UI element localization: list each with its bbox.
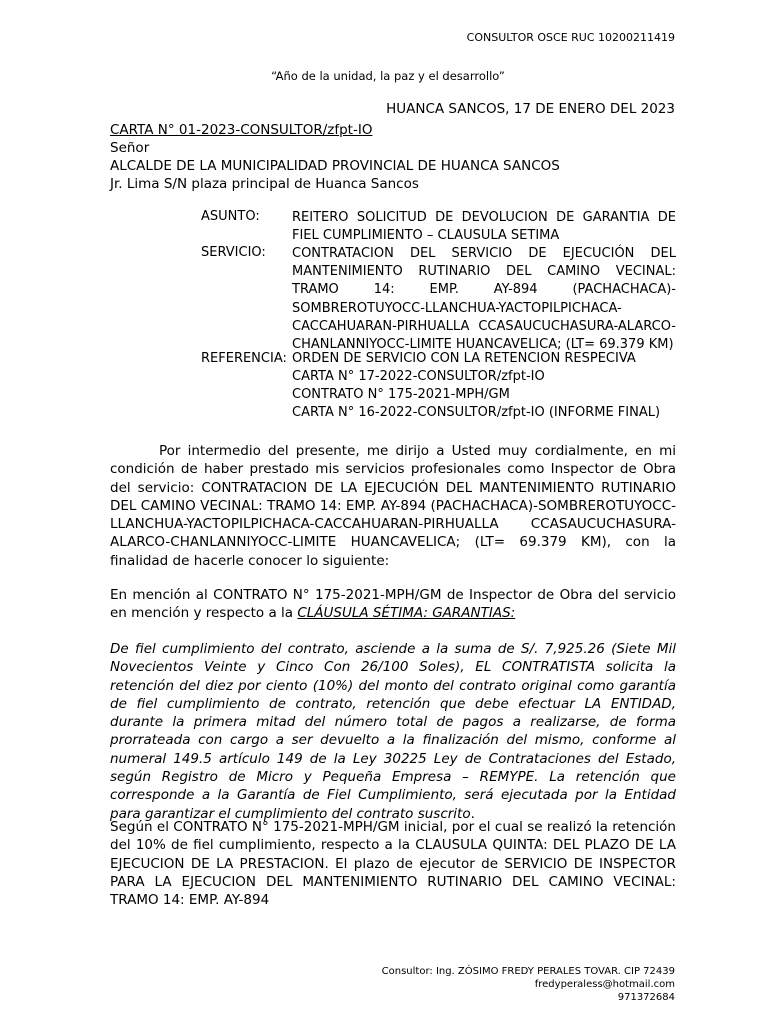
guarantee-period: . [470, 805, 475, 822]
referencia-item: CARTA N° 16-2022-CONSULTOR/zfpt-IO (INFORME FINAL) [292, 405, 661, 420]
letter-number: CARTA N° 01-2023-CONSULTOR/zfpt-IO [110, 122, 373, 138]
referencia-label: REFERENCIA: [201, 351, 287, 366]
body-paragraph-contract [110, 586, 676, 623]
referencia-item: ORDEN DE SERVICIO CON LA RETENCION RESPECIVA [292, 351, 636, 366]
servicio-text: CONTRATACION DEL SERVICIO DE EJECUCIÓN DEL MANTENIMIENTO RUTINARIO DEL CAMINO VECINAL: TRAMO 14: EMP. AY-894 (PACHACHACA)-SOMBREROTUYOCC-LLANCHUA-YACTOPILPICHACA-CACCAHUARAN-PIRHUALLA CCASAUCUCHASURA-ALARCO-CHANLANNIYOCC-LIMITE HUANCAVELICA; (LT= 69.379 KM) [292, 246, 676, 353]
footer-email: fredyperaless@hotmail.com [534, 979, 675, 990]
body-paragraph-guarantee [110, 640, 676, 823]
footer-consultant: Consultor: Ing. ZÓSIMO FREDY PERALES TOVAR. CIP 72439 [381, 966, 675, 977]
guarantee-text: De fiel cumplimiento del contrato, asciende a la suma de S/. 7,925.26 (Siete Mil Novecientos Veinte y Cinco Con 26/100 Soles), EL CONTRATISTA solicita la retención del diez por ciento (10%) del monto del contrato original como garantía de fiel cumplimiento de contrato, retención que debe efectuar LA ENTIDAD, durante la primera mitad del número total de pagos a realizarse, de forma prorrateada con cargo a ser devuelto a la finalización del mismo, conforme al numeral 149.5 artículo 149 de la Ley 30225 Ley de Contrataciones del Estado, según Registro de Micro y Pequeña Empresa – REMYPE. La retención que corresponde a la Garantía de Fiel Cumplimiento, será ejecutada por la Entidad para garantizar el cumplimiento del contrato suscrito [110, 641, 676, 822]
body-paragraph-intro: Por intermedio del presente, me dirijo a Usted muy cordialmente, en mi condición de haber prestado mis servicios profesionales como Inspector de Obra del servicio: CONTRATACION DE LA EJECUCIÓN DEL MANTENIMIENTO RUTINARIO DEL CAMINO VECINAL: TRAMO 14: EMP. AY-894 (PACHACHACA)-SOMBREROTUYOCC-LLANCHUA-YACTOPILPICHACA-CACCAHUARAN-PIRHUALLA CCASAUCUCHASURA-ALARCO-CHANLANNIYOCC-LIMITE HUANCAVELICA; (LT= 69.379 KM), con la finalidad de hacerle conocer lo siguiente: [110, 443, 676, 569]
asunto-text: REITERO SOLICITUD DE DEVOLUCION DE GARANTIA DE FIEL CUMPLIMIENTO – CLAUSULA SETIMA [292, 210, 676, 244]
referencia-item: CONTRATO N° 175-2021-MPH/GM [292, 387, 510, 402]
servicio-label: SERVICIO: [201, 245, 266, 260]
motto: “Año de la unidad, la paz y el desarrollo” [271, 69, 505, 83]
contract-reference-text: En mención al CONTRATO N° 175-2021-MPH/GM de Inspector de Obra del servicio en mención y respecto a la [110, 587, 676, 622]
referencia-item: CARTA N° 17-2022-CONSULTOR/zfpt-IO [292, 369, 545, 384]
recipient-salutation: Señor [110, 140, 150, 156]
recipient-title: ALCALDE DE LA MUNICIPALIDAD PROVINCIAL DE HUANCA SANCOS [110, 158, 560, 174]
clause-title: CLÁUSULA SÉTIMA: GARANTIAS: [297, 605, 516, 622]
header-company: CONSULTOR OSCE RUC 10200211419 [466, 31, 675, 44]
footer-phone: 971372684 [617, 992, 675, 1003]
asunto-label: ASUNTO: [201, 209, 260, 224]
body-paragraph-term: Según el CONTRATO N° 175-2021-MPH/GM inicial, por el cual se realizó la retención del 10% de fiel cumplimiento, respecto a la CLAUSULA QUINTA: DEL PLAZO DE LA EJECUCION DE LA PRESTACION. El plazo de ejecutor de SERVICIO DE INSPECTOR PARA LA EJECUCION DEL MANTENIMIENTO RUTINARIO DEL CAMINO VECINAL: TRAMO 14: EMP. AY-894 [110, 819, 676, 909]
letter-date: HUANCA SANCOS, 17 DE ENERO DEL 2023 [386, 101, 675, 117]
recipient-address: Jr. Lima S/N plaza principal de Huanca Sancos [110, 176, 419, 192]
